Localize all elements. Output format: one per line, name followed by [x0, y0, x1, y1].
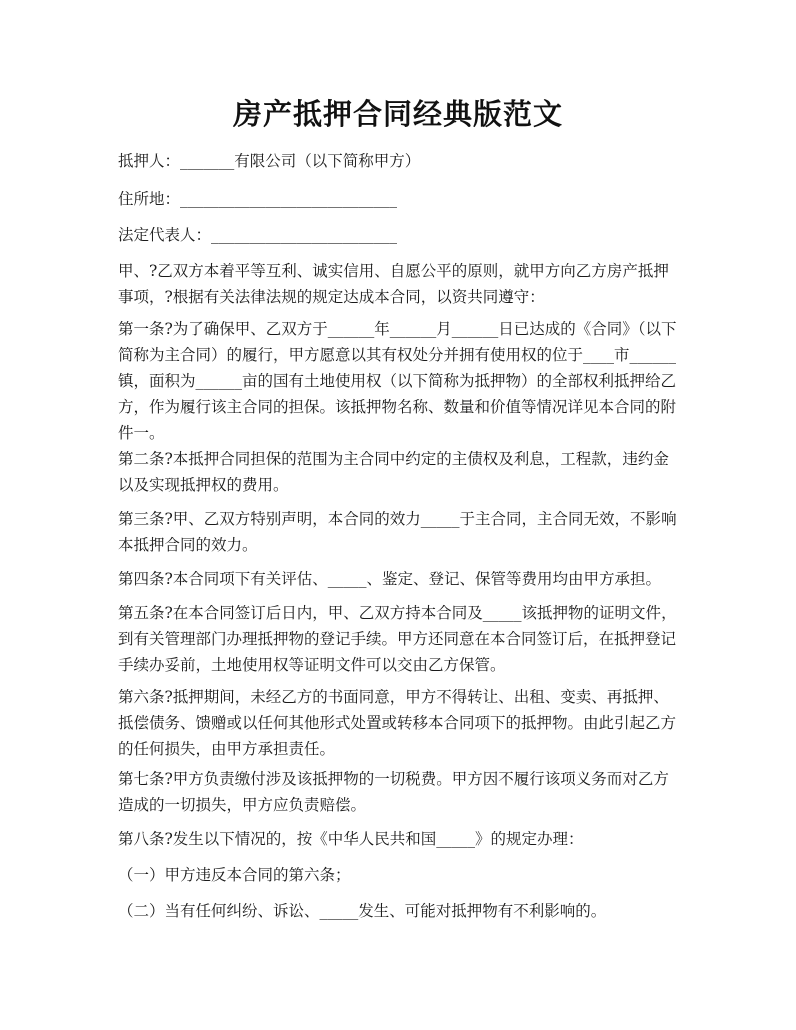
paragraph-article-1: 第一条?为了确保甲、乙双方于______年______月______日已达成的《合同》（以下简称为主合同）的履行，甲方愿意以其有权处分并拥有使用权的位于____市______镇，面积为______亩的国有土地使用权（以下简称为抵押物）的全部权利抵押给乙方，作为履行该主合同的担保。该抵押物名称、数量和价值等情况详见本合同的附件一。: [118, 320, 677, 442]
legal-rep-label: 法定代表人：: [118, 226, 212, 244]
legal-rep-line: [118, 222, 684, 248]
paragraph-article-4: 第四条?本合同项下有关评估、_____、鉴定、登记、保管等费用均由甲方承担。: [118, 570, 662, 588]
paragraph-article-2: 第二条?本抵押合同担保的范围为主合同中约定的主债权及利息，工程款，违约金以及实现抵押权的费用。: [118, 450, 669, 494]
mortgagor-label: 抵押人：: [118, 152, 181, 170]
paragraph-article-6: 第六条?抵押期间，未经乙方的书面同意，甲方不得转让、出租、变卖、再抵押、抵偿债务、馈赠或以任何其他形式处置或转移本合同项下的抵押物。由此引起乙方的任何损失，由甲方承担责任。: [118, 688, 677, 758]
address-line: [118, 186, 684, 212]
paragraph-article-8: 第八条?发生以下情况的，按《中华人民共和国_____》的规定办理：: [118, 830, 584, 848]
paragraph-article-3: 第三条?甲、乙双方特别声明，本合同的效力_____于主合同，主合同无效，不影响本抵押合同的效力。: [118, 510, 677, 554]
legal-rep-blank: ________________________: [211, 226, 398, 244]
paragraph-item-1: （一）甲方违反本合同的第六条；: [118, 866, 351, 884]
mortgagor-line: [118, 148, 684, 174]
paragraph-item-2: （二）当有任何纠纷、诉讼、_____发生、可能对抵押物有不利影响的。: [118, 902, 607, 920]
address-blank: ____________________________: [180, 190, 398, 208]
paragraph-article-7: 第七条?甲方负责缴付涉及该抵押物的一切税费。甲方因不履行该项义务而对乙方造成的一切损失，甲方应负责赔偿。: [118, 770, 669, 814]
paragraph-article-5: 第五条?在本合同签订后日内，甲、乙双方持本合同及_____该抵押物的证明文件，到有关管理部门办理抵押物的登记手续。甲方还同意在本合同签订后，在抵押登记手续办妥前，土地使用权等证明文件可以交由乙方保管。: [118, 604, 677, 674]
mortgagor-suffix: 有限公司（以下简称甲方）: [234, 152, 421, 170]
mortgagor-blank: _______: [180, 152, 235, 170]
paragraph-preamble: 甲、?乙双方本着平等互利、诚实信用、自愿公平的原则，就甲方向乙方房产抵押事项，?根据有关法律法规的规定达成本合同，以资共同遵守：: [118, 262, 669, 306]
document-title: 房产抵押合同经典版范文: [232, 97, 563, 131]
address-label: 住所地：: [118, 190, 181, 208]
